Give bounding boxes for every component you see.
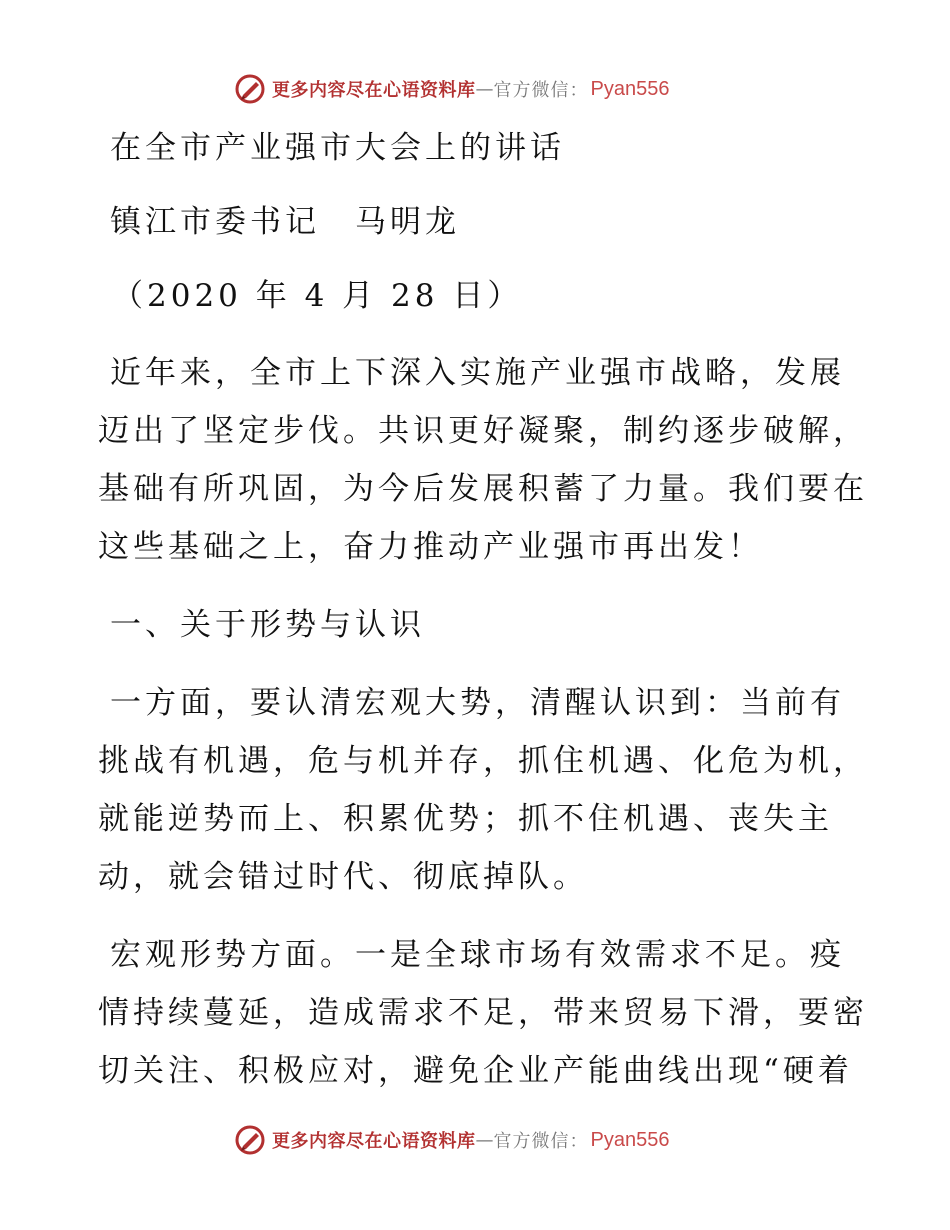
document-author: 镇江市委书记 马明龙 <box>110 204 460 240</box>
document-title: 在全市产业强市大会上的讲话 <box>110 130 565 166</box>
paragraph-line: 近年来，全市上下深入实施产业强市战略，发展 <box>110 355 845 391</box>
document-date: （2020 年 4 月 28 日） <box>112 278 523 314</box>
banner-separator: — <box>475 1129 494 1151</box>
paragraph-situation <box>98 674 868 906</box>
banner-text: 更多内容尽在心语资料库 <box>272 80 476 101</box>
paragraph-line: 迈出了坚定步伐。共识更好凝聚，制约逐步破解， <box>98 413 868 449</box>
paragraph-line: 就能逆势而上、积累优势；抓不住机遇、丧失主 <box>98 801 833 837</box>
paragraph-line: 基础有所巩固，为今后发展积蓄了力量。我们要在 <box>98 471 868 507</box>
paragraph-line: 一方面，要认清宏观大势，清醒认识到：当前有 <box>110 685 845 721</box>
header-banner <box>234 72 669 106</box>
document-body <box>98 122 868 1120</box>
banner-wechat-id: Pyan556 <box>590 1128 670 1151</box>
section-heading-text: 一、关于形势与认识 <box>110 607 425 643</box>
paragraph-macro <box>98 926 868 1100</box>
pen-logo-icon <box>234 1124 266 1156</box>
banner-wechat-id: Pyan556 <box>590 77 670 100</box>
paragraph-line: 这些基础之上，奋力推动产业强市再出发！ <box>98 529 763 565</box>
banner-separator: — <box>475 78 494 100</box>
paragraph-intro <box>98 344 868 576</box>
footer-banner <box>234 1123 669 1157</box>
section-heading <box>98 596 858 654</box>
paragraph-line: 切关注、积极应对，避免企业产能曲线出现“硬着 <box>98 1053 853 1089</box>
paragraph-line: 宏观形势方面。一是全球市场有效需求不足。疫 <box>110 937 845 973</box>
banner-label: 官方微信： <box>493 1131 589 1152</box>
banner-label: 官方微信： <box>493 80 589 101</box>
paragraph-line: 情持续蔓延，造成需求不足，带来贸易下滑，要密 <box>98 995 868 1031</box>
paragraph-line: 动，就会错过时代、彻底掉队。 <box>98 859 588 895</box>
banner-text: 更多内容尽在心语资料库 <box>272 1131 476 1152</box>
paragraph-line: 挑战有机遇，危与机并存，抓住机遇、化危为机， <box>98 743 868 779</box>
pen-logo-icon <box>234 73 266 105</box>
